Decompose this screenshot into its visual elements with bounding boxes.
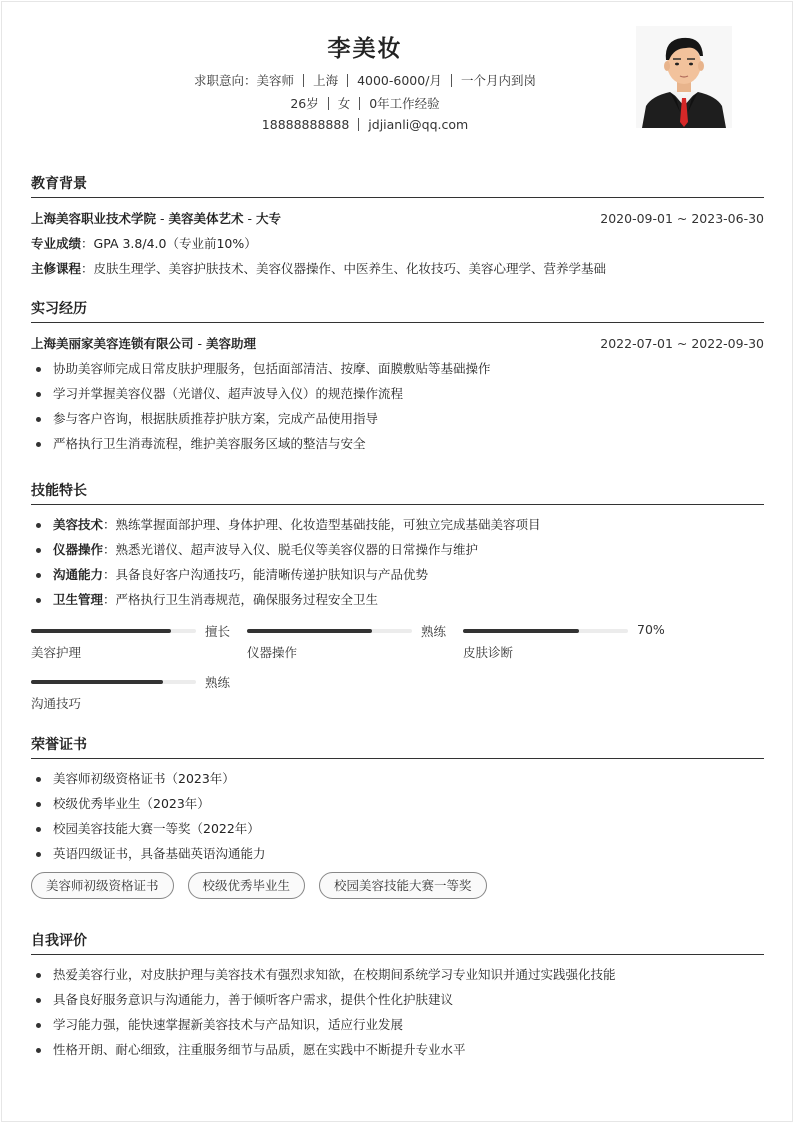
- skill-level: 熟练: [421, 624, 447, 639]
- skill-item: [31, 512, 764, 537]
- email[interactable]: jdjianli@qq.com: [368, 117, 469, 132]
- contact-line: [0, 117, 730, 132]
- internship-entry: [31, 331, 764, 356]
- progress-fill: [463, 629, 579, 633]
- skill-bar: [31, 670, 247, 718]
- divider: [347, 74, 348, 87]
- list-item: 学习能力强，能快速掌握新美容技术与产品知识，适应行业发展: [31, 1012, 764, 1037]
- age: 26岁: [290, 96, 319, 111]
- city: 上海: [313, 73, 339, 88]
- skill-bar: [31, 619, 247, 667]
- divider: [358, 118, 359, 131]
- job-role: 美容助理: [205, 336, 256, 351]
- progress-fill: [31, 680, 163, 684]
- degree: 大专: [255, 211, 281, 226]
- list-item: 美容师初级资格证书（2023年）: [31, 766, 764, 791]
- availability: 一个月内到岗: [460, 73, 536, 88]
- skill-text: 熟练掌握面部护理、身体护理、化妆造型基础技能，可独立完成基础美容项目: [115, 517, 541, 532]
- company-name: 上海美丽家美容连锁有限公司: [31, 336, 194, 351]
- divider: [303, 74, 304, 87]
- progress-track: [31, 629, 196, 633]
- colon: ：: [103, 517, 116, 532]
- colon: ：: [81, 236, 94, 251]
- separator: -: [193, 336, 206, 351]
- honor-tag: 校级优秀毕业生: [188, 872, 306, 899]
- skill-level: 擅长: [205, 624, 231, 639]
- job-intent: 求职意向：美容师: [194, 73, 295, 88]
- gpa-label: 专业成绩: [31, 236, 82, 251]
- list-item: 性格开朗、耐心细致，注重服务细节与品质，愿在实践中不断提升专业水平: [31, 1037, 764, 1062]
- skill-bar-name: 美容护理: [31, 645, 82, 660]
- skill-bar: [463, 619, 679, 667]
- school-name: 上海美容职业技术学院: [31, 211, 157, 226]
- progress-fill: [31, 629, 171, 633]
- gpa-value: GPA 3.8/4.0（专业前10%）: [93, 236, 257, 251]
- list-item: 具备良好服务意识与沟通能力，善于倾听客户需求，提供个性化护肤建议: [31, 987, 764, 1012]
- avatar-portrait-icon: [636, 26, 732, 128]
- experience: 0年工作经验: [369, 96, 440, 111]
- separator: -: [243, 211, 256, 226]
- separator: -: [156, 211, 169, 226]
- section-title: 实习经历: [31, 299, 764, 323]
- section-skills: [31, 481, 764, 717]
- list-item: 校园美容技能大赛一等奖（2022年）: [31, 816, 764, 841]
- skill-text: 严格执行卫生消毒规范，确保服务过程安全卫生: [115, 592, 379, 607]
- skill-label: 沟通能力: [53, 567, 104, 582]
- education-entry: [31, 206, 764, 231]
- candidate-name: 李美妆: [327, 36, 403, 62]
- gender: 女: [337, 96, 351, 111]
- progress-track: [463, 629, 628, 633]
- skill-label: 仪器操作: [53, 542, 104, 557]
- section-title: 技能特长: [31, 481, 764, 505]
- internship-dates: 2022-07-01 ~ 2022-09-30: [600, 336, 764, 351]
- skill-text: 具备良好客户沟通技巧，能清晰传递护肤知识与产品优势: [115, 567, 429, 582]
- list-item: 严格执行卫生消毒流程，维护美容服务区域的整洁与安全: [31, 431, 764, 456]
- skill-bar-name: 仪器操作: [247, 645, 298, 660]
- colon: ：: [81, 261, 94, 276]
- list-item: 协助美容师完成日常皮肤护理服务，包括面部清洁、按摩、面膜敷贴等基础操作: [31, 356, 764, 381]
- section-title: 荣誉证书: [31, 735, 764, 759]
- courses-row: [31, 256, 764, 281]
- skill-item: [31, 587, 764, 612]
- section-title: 自我评价: [31, 931, 764, 955]
- skill-item: [31, 537, 764, 562]
- skill-bars: [31, 619, 764, 717]
- major: 美容美体艺术: [168, 211, 244, 226]
- avatar: [636, 26, 732, 128]
- list-item: 热爱美容行业，对皮肤护理与美容技术有强烈求知欲，在校期间系统学习专业知识并通过实践强化技能: [31, 962, 764, 987]
- personal-info-line: [0, 94, 730, 112]
- courses-label: 主修课程: [31, 261, 82, 276]
- skill-level: 70%: [637, 622, 665, 637]
- colon: ：: [103, 592, 116, 607]
- section-honors: [31, 735, 764, 899]
- section-education: [31, 174, 764, 281]
- gpa-row: [31, 231, 764, 256]
- section-internship: [31, 299, 764, 456]
- skill-label: 美容技术: [53, 517, 104, 532]
- skill-bar-name: 皮肤诊断: [463, 645, 514, 660]
- honor-tag: 校园美容技能大赛一等奖: [319, 872, 487, 899]
- divider: [328, 97, 329, 110]
- resume-header: [0, 0, 794, 150]
- section-title: 教育背景: [31, 174, 764, 198]
- list-item: 校级优秀毕业生（2023年）: [31, 791, 764, 816]
- progress-track: [31, 680, 196, 684]
- divider: [451, 74, 452, 87]
- phone: 18888888888: [261, 117, 350, 132]
- progress-track: [247, 629, 412, 633]
- progress-fill: [247, 629, 372, 633]
- skill-bar-name: 沟通技巧: [31, 696, 82, 711]
- courses-value: 皮肤生理学、美容护肤技术、美容仪器操作、中医养生、化妆技巧、美容心理学、营养学基础: [93, 261, 607, 276]
- skill-bar: [247, 619, 463, 667]
- list-item: 学习并掌握美容仪器（光谱仪、超声波导入仪）的规范操作流程: [31, 381, 764, 406]
- salary: 4000-6000/月: [357, 73, 442, 88]
- skill-text: 熟悉光谱仪、超声波导入仪、脱毛仪等美容仪器的日常操作与维护: [115, 542, 479, 557]
- honor-tags: [31, 872, 764, 899]
- skill-level: 熟练: [205, 675, 231, 690]
- list-item: 参与客户咨询，根据肤质推荐护肤方案，完成产品使用指导: [31, 406, 764, 431]
- section-self-evaluation: [31, 931, 764, 1062]
- colon: ：: [103, 567, 116, 582]
- list-item: 英语四级证书，具备基础英语沟通能力: [31, 841, 764, 866]
- honor-tag: 美容师初级资格证书: [31, 872, 174, 899]
- skill-label: 卫生管理: [53, 592, 104, 607]
- education-dates: 2020-09-01 ~ 2023-06-30: [600, 211, 764, 226]
- skill-item: [31, 562, 764, 587]
- colon: ：: [103, 542, 116, 557]
- divider: [359, 97, 360, 110]
- job-intent-line: [0, 71, 730, 89]
